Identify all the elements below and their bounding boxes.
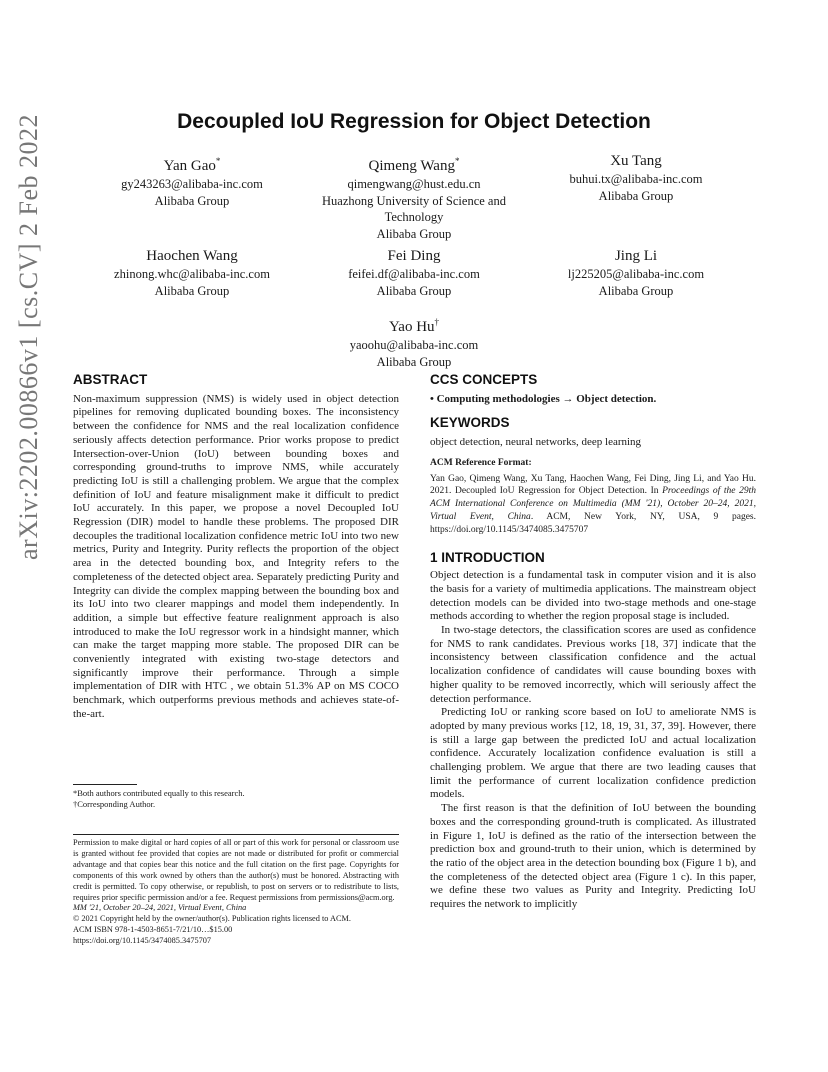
author-email: zhinong.whc@alibaba-inc.com bbox=[114, 267, 270, 281]
author-block bbox=[516, 151, 756, 204]
author-name: Haochen Wang bbox=[146, 248, 238, 264]
author-mark: * bbox=[454, 156, 460, 166]
intro-paragraph: In two-stage detectors, the classification scores are used as confidence for NMS to rank candidates. Previous works [18, 37] indicate that the inconsistency between classification confidence and the actual localization confidence of candidates will cause bounding boxes with higher quality to be removed incorrectly, which will seriously affect the detection performance. bbox=[430, 624, 756, 705]
author-affiliation: Huazhong University of Science and Technology bbox=[322, 193, 506, 224]
isbn-line: ACM ISBN 978-1-4503-8651-7/21/10…$15.00 bbox=[73, 925, 233, 935]
author-mark: † bbox=[434, 317, 440, 327]
footnote: †Corresponding Author. bbox=[73, 799, 156, 809]
acm-ref-heading: ACM Reference Format: bbox=[430, 457, 532, 468]
author-affiliation: Alibaba Group bbox=[376, 283, 452, 298]
author-block bbox=[294, 312, 534, 370]
author-block bbox=[294, 151, 534, 242]
author-affiliation: Alibaba Group bbox=[376, 354, 452, 369]
doi-line: https://doi.org/10.1145/3474085.3475707 bbox=[73, 936, 212, 946]
ccs-text: • Computing methodologies → Object detection. bbox=[430, 392, 657, 405]
author-block bbox=[294, 246, 534, 299]
permission-block bbox=[73, 838, 399, 947]
author-email: yaoohu@alibaba-inc.com bbox=[349, 338, 479, 352]
right-column bbox=[430, 373, 756, 912]
author-affiliation: Alibaba Group bbox=[154, 193, 230, 208]
author-email: qimengwang@hust.edu.cn bbox=[347, 177, 481, 191]
author-affiliation: Alibaba Group bbox=[598, 283, 674, 298]
paper-title: Decoupled IoU Regression for Object Detection bbox=[177, 110, 651, 133]
keywords-text: object detection, neural networks, deep learning bbox=[430, 436, 642, 449]
author-block bbox=[516, 246, 756, 299]
intro-heading: 1 INTRODUCTION bbox=[430, 549, 545, 565]
footnotes bbox=[73, 788, 399, 810]
intro-paragraph: Predicting IoU or ranking score based on IoU to ameliorate NMS is adopted by many previous works [12, 18, 19, 31, 37, 39]. However, there is still a large gap between the predicted IoU and actual localization confidence. Accurately localization confidence evaluation is still a challenging problem. We argue that there are two leading causes that limit the performance of current localization confidence prediction models. bbox=[430, 706, 756, 801]
acm-ref-text: Yan Gao, Qimeng Wang, Xu Tang, Haochen Wang, Fei Ding, Jing Li, and Yao Hu. 2021. Decoupled IoU Regression for Object Detection. In Proceedings of the 29th ACM International Conference on Multimedia (MM '21), October 20–24, 2021, Virtual Event, China. ACM, New York, NY, USA, 9 pages. https://doi.org/10.1145/3474085.3475707 bbox=[430, 473, 756, 535]
author-name: Yan Gao bbox=[163, 158, 216, 174]
author-email: gy243263@alibaba-inc.com bbox=[121, 177, 263, 191]
author-name: Jing Li bbox=[614, 248, 658, 264]
permission-rule bbox=[73, 834, 399, 835]
author-email: buhui.tx@alibaba-inc.com bbox=[569, 172, 703, 186]
abstract-section bbox=[73, 373, 399, 722]
author-email: feifei.df@alibaba-inc.com bbox=[348, 267, 480, 281]
venue-line: MM '21, October 20–24, 2021, Virtual Event, China bbox=[73, 903, 247, 913]
author-email: lj225205@alibaba-inc.com bbox=[567, 267, 705, 281]
intro-paragraph: The first reason is that the definition of IoU between the bounding boxes and the corresponding ground-truth is complicated. As illustrated in Figure 1, IoU is defined as the ratio of the intersection between the prediction box and ground-truth to their union, which is determined by the ratio of the object area in the detection bounding box (Figure 1 b), and the completeness of the detected object area (Figure 1 c). In this paper, we define these two values as Purity and Integrity. Predicting IoU requires the network to implicitly bbox=[430, 802, 756, 911]
permission-text: Permission to make digital or hard copies of all or part of this work for personal or classroom use is granted without fee provided that copies are not made or distributed for profit or commercial advantage and that copies bear this notice and the full citation on the first page. Copyrights for components of this work owned by others than the author(s) must be honored. Abstracting with credit is permitted. To copy otherwise, or republish, to post on servers or to redistribute to lists, requires prior specific permission and/or a fee. Request permissions from permissions@acm.org. bbox=[73, 838, 399, 902]
author-name: Yao Hu bbox=[388, 319, 435, 335]
keywords-heading: KEYWORDS bbox=[430, 415, 510, 431]
footnote: *Both authors contributed equally to this research. bbox=[73, 788, 245, 798]
abstract-heading: ABSTRACT bbox=[73, 372, 148, 387]
abstract-text: Non-maximum suppression (NMS) is widely used in object detection pipelines for removing duplicated bounding boxes. The inconsistency between the confidence for NMS and the real localization confidence seriously affects detection performance. Prior works propose to predict Intersection-over-Union (IoU) between bounding boxes and corresponding ground-truths to improve NMS, while accurately predicting IoU is still a challenging problem. We argue that the complex definition of IoU and feature misalignment make it difficult to predict IoU accurately. In this paper, we propose a novel Decoupled IoU Regression (DIR) model to handle these problems. The proposed DIR decouples the traditional localization confidence metric IoU into two new metrics, Purity and Integrity. Purity reflects the proportion of the object area in the detected bounding box, and Integrity refers to the completeness of the detected object area. Separately predicting Purity and Integrity can divide the complex mapping between the bounding box and its IoU into two clearer mappings and model them independently. In addition, a simple but effective feature realignment approach is also introduced to make the IoU regressor work in a hindsight manner, which can make the target mapping more stable. The proposed DIR can be conveniently integrated with existing two-stage detectors and significantly improve their performance. Through a simple implementation of DIR with HTC , we obtain 51.3% AP on MS COCO benchmark, which outperforms previous methods and achieves state-of-the-art. bbox=[73, 392, 399, 720]
footnote-rule bbox=[73, 784, 137, 785]
author-block bbox=[72, 151, 312, 209]
ccs-heading: CCS CONCEPTS bbox=[430, 372, 538, 387]
intro-paragraph: Object detection is a fundamental task in computer vision and it is also the basis for a variety of multimedia applications. The mainstream object detection models can be divided into two-stage methods and one-stage methods according to whether the region proposal stage is included. bbox=[430, 569, 756, 623]
author-name: Xu Tang bbox=[610, 153, 662, 169]
author-name: Fei Ding bbox=[387, 248, 441, 264]
author-mark: * bbox=[215, 156, 221, 166]
author-block bbox=[72, 246, 312, 299]
author-affiliation: Alibaba Group bbox=[598, 188, 674, 203]
author-affiliation: Alibaba Group bbox=[154, 283, 230, 298]
author-affiliation: Alibaba Group bbox=[376, 226, 452, 241]
arxiv-stamp: arXiv:2202.00866v1 [cs.CV] 2 Feb 2022 bbox=[14, 113, 43, 560]
author-name: Qimeng Wang bbox=[368, 158, 455, 174]
copyright-line: © 2021 Copyright held by the owner/author(s). Publication rights licensed to ACM. bbox=[73, 914, 351, 924]
